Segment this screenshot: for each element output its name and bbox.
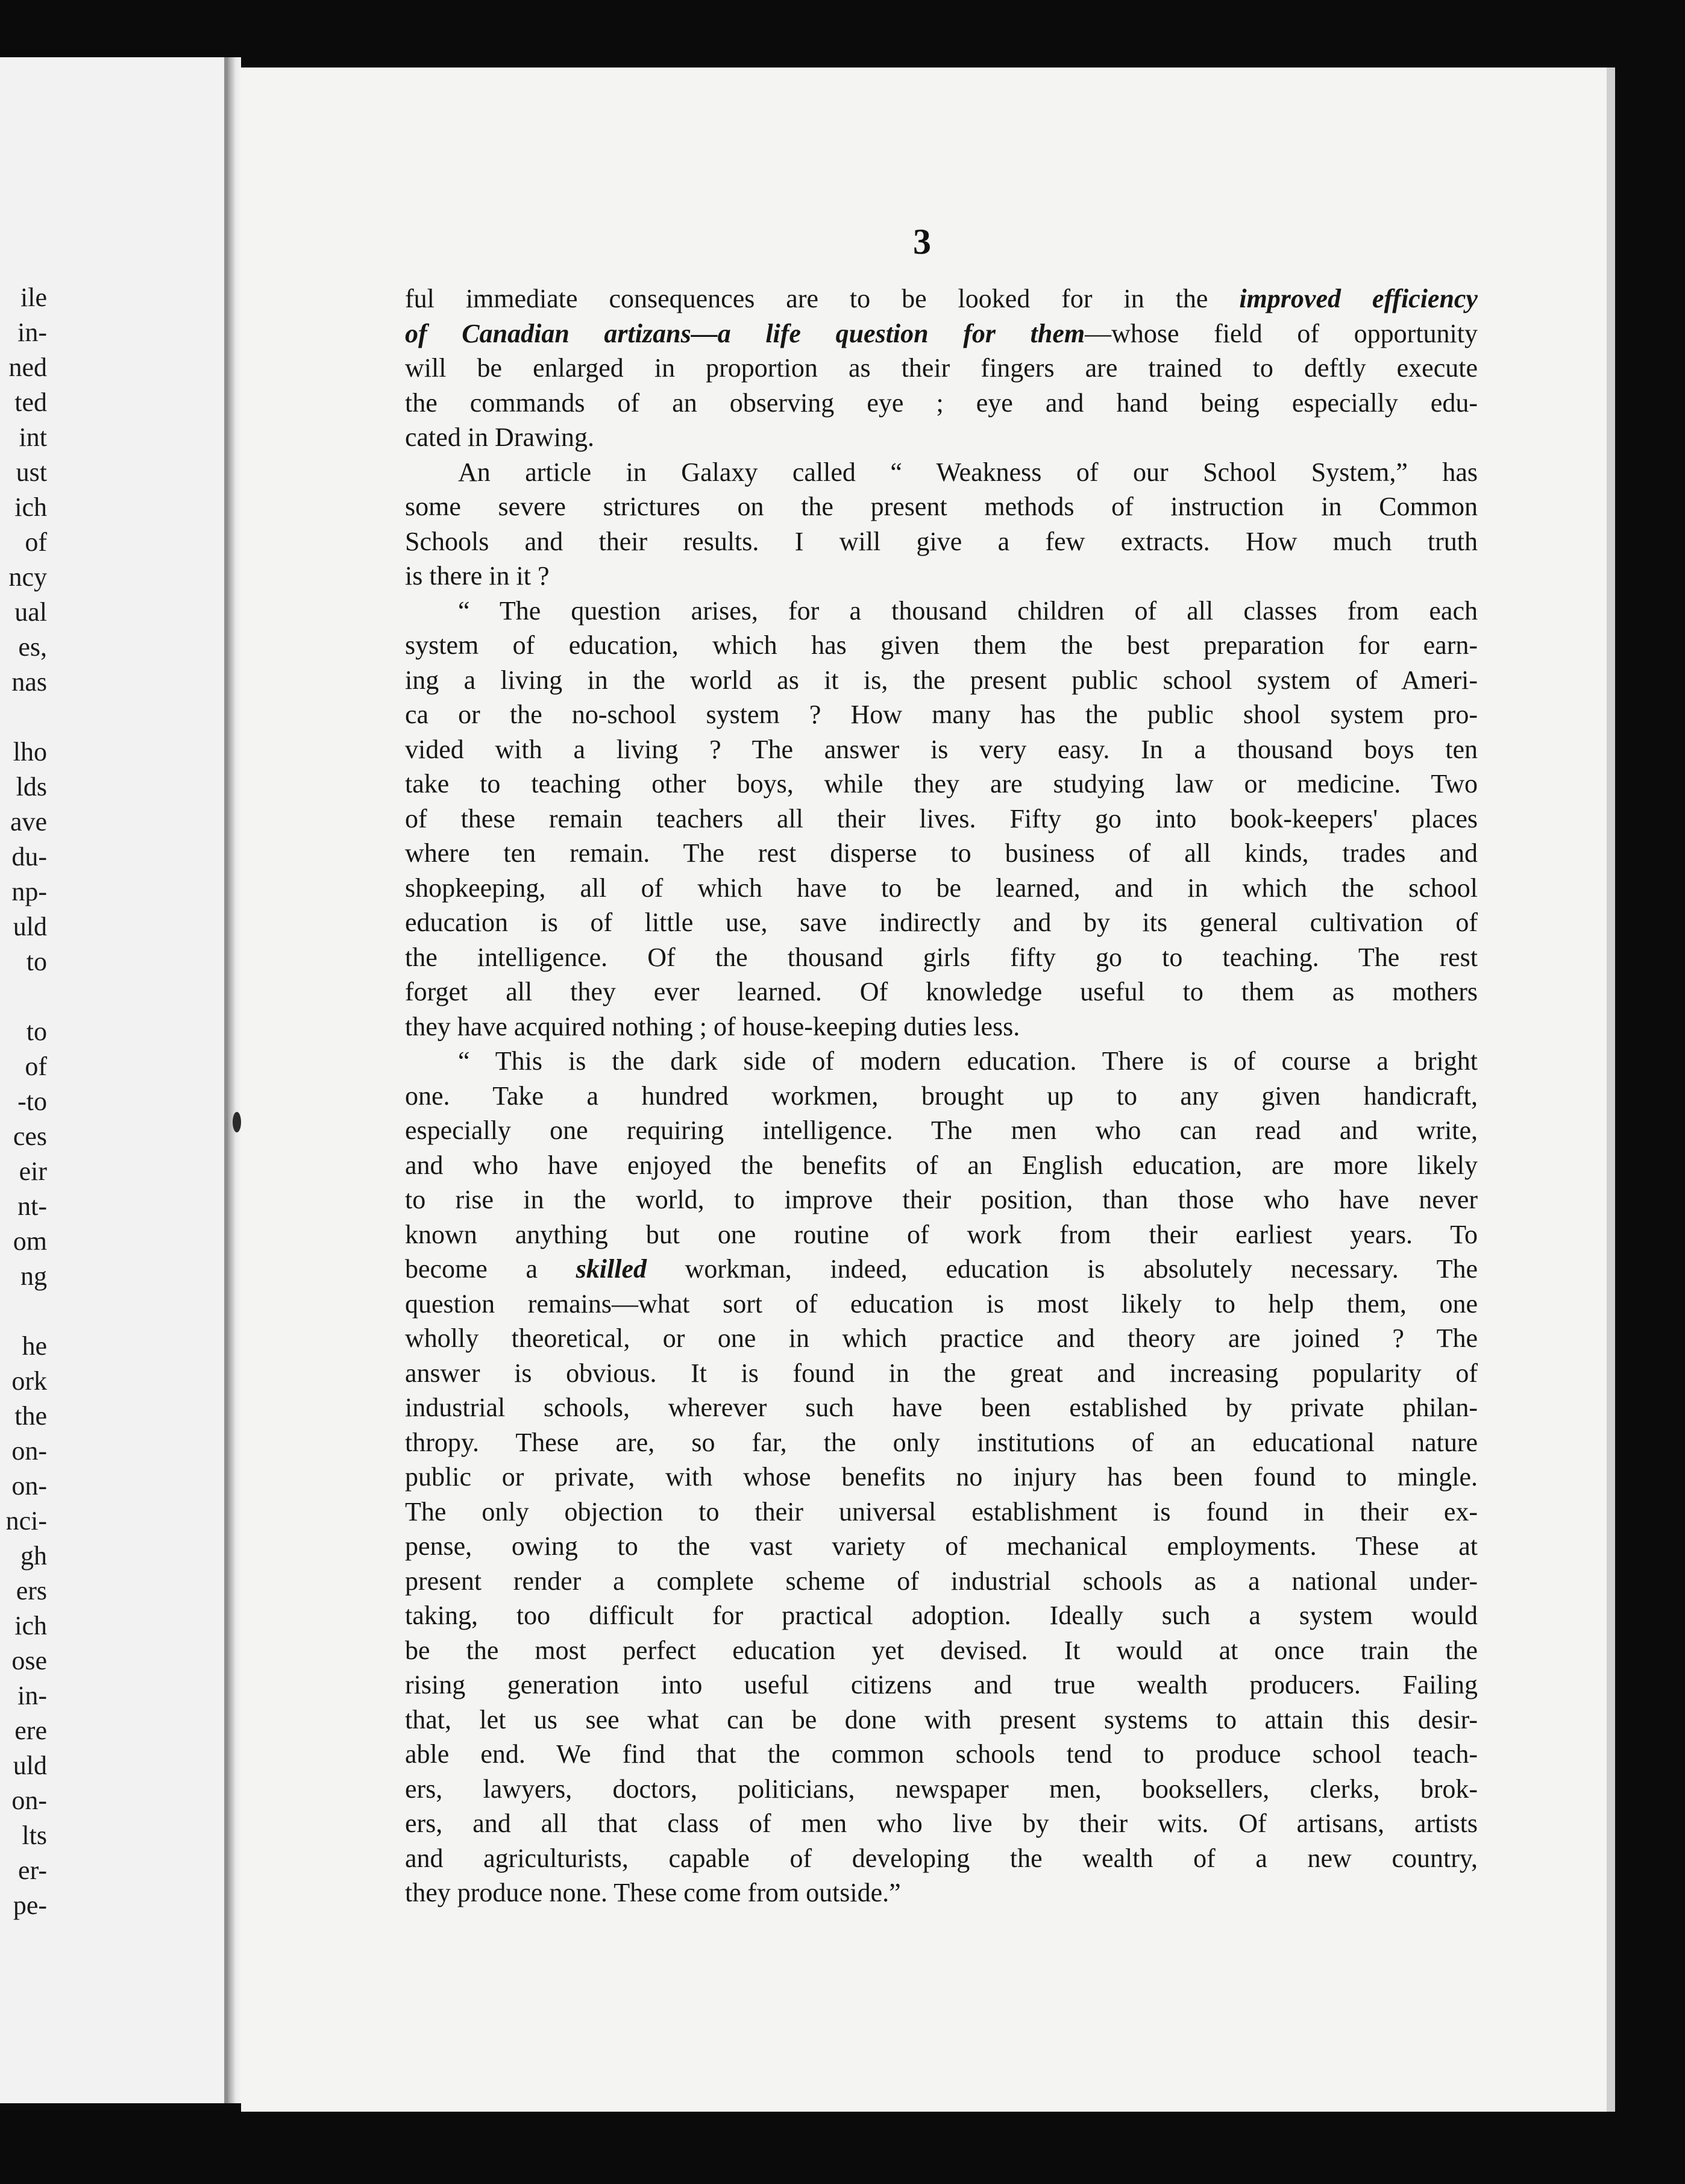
- page-number: 3: [913, 222, 931, 262]
- facing-page-fragment-line: the: [14, 1401, 47, 1431]
- text-line: they have acquired nothing ; of house-keeping duties less.: [405, 1011, 1020, 1041]
- text-line: the commands of an observing eye ; eye and hand being especially edu-: [405, 388, 1478, 418]
- text-line: to rise in the world, to improve their position, than those who have never: [405, 1185, 1478, 1214]
- paragraph-quote-question: [405, 594, 1478, 1044]
- text-line: forget all they ever learned. Of knowledge useful to them as mothers: [405, 977, 1478, 1006]
- text-line: pense, owing to the vast variety of mechanical employments. These at: [405, 1531, 1478, 1561]
- text-line: and who have enjoyed the benefits of an English education, are more likely: [405, 1150, 1478, 1180]
- italic-run: improved efficiency: [1239, 284, 1478, 313]
- facing-page-fragment-line: ere: [14, 1716, 47, 1745]
- facing-page-fragment-line: int: [19, 422, 47, 452]
- text-line: the intelligence. Of the thousand girls fifty go to teaching. The rest: [405, 942, 1478, 972]
- facing-page-fragment-line: to: [26, 947, 47, 976]
- facing-page-fragment-line: on-: [11, 1471, 47, 1501]
- facing-page-fragment-line: lds: [16, 772, 47, 802]
- text-line: present render a complete scheme of industrial schools as a national under-: [405, 1566, 1478, 1596]
- text-line: [405, 316, 1478, 351]
- facing-page-fragment-line: lho: [13, 737, 47, 767]
- text-run: workman, indeed, education is absolutely necessary. The: [646, 1254, 1478, 1284]
- text-run: become a: [405, 1254, 576, 1284]
- document-page: [241, 67, 1615, 2112]
- facing-page-fragment-line: ich: [14, 492, 47, 522]
- text-line: that, let us see what can be done with present systems to attain this desir-: [405, 1704, 1478, 1734]
- italic-run: skilled: [576, 1254, 647, 1284]
- facing-page-fragment-line: in-: [17, 318, 47, 347]
- text-line: taking, too difficult for practical adoption. Ideally such a system would: [405, 1601, 1478, 1630]
- paragraph-continuation: [405, 281, 1478, 455]
- facing-page-fragment-line: ng: [20, 1261, 47, 1291]
- text-line: rising generation into useful citizens and true wealth producers. Failing: [405, 1670, 1478, 1699]
- text-line: Schools and their results. I will give a few extracts. How much truth: [405, 526, 1478, 556]
- facing-page-fragment-line: uld: [13, 912, 47, 941]
- text-line: system of education, which has given them the best preparation for earn-: [405, 630, 1478, 660]
- page-edge: [1607, 67, 1615, 2112]
- text-line: “ This is the dark side of modern education. There is of course a bright: [458, 1046, 1478, 1076]
- binding-mark: [233, 1112, 241, 1132]
- facing-page-fragment-line: ual: [14, 597, 47, 627]
- facing-page-fragment-line: ich: [14, 1611, 47, 1640]
- text-line: The only objection to their universal establishment is found in their ex-: [405, 1496, 1478, 1527]
- text-line: ers, lawyers, doctors, politicians, newspaper men, booksellers, clerks, brok-: [405, 1774, 1478, 1804]
- facing-page-fragment-line: he: [22, 1331, 47, 1361]
- text-line: ers, and all that class of men who live by their wits. Of artisans, artists: [405, 1809, 1478, 1838]
- facing-page-fragment-line: ust: [16, 457, 47, 487]
- facing-page-fragment-line: nas: [11, 667, 47, 697]
- text-run: —whose field of opportunity: [1085, 318, 1478, 348]
- facing-page-fragment-line: ers: [16, 1576, 47, 1605]
- facing-page-fragment: [0, 57, 228, 2103]
- facing-page-fragment-line: eir: [19, 1156, 47, 1186]
- text-line: public or private, with whose benefits no injury has been found to mingle.: [405, 1462, 1478, 1492]
- text-line: is there in it ?: [405, 561, 550, 591]
- facing-page-fragment-line: of: [25, 527, 47, 557]
- text-line: some severe strictures on the present methods of instruction in Common: [405, 492, 1478, 521]
- text-line: one. Take a hundred workmen, brought up to any given handicraft,: [405, 1081, 1478, 1111]
- text-line: vided with a living ? The answer is very easy. In a thousand boys ten: [405, 734, 1478, 764]
- paragraph-galaxy-article: [405, 455, 1478, 594]
- facing-page-fragment-line: du-: [11, 842, 47, 871]
- text-line: [405, 281, 1478, 316]
- facing-page-fragment-line: ose: [11, 1646, 47, 1675]
- body-text: [405, 281, 1478, 1910]
- text-line: answer is obvious. It is found in the great and increasing popularity of: [405, 1358, 1478, 1388]
- facing-page-fragment-line: gh: [20, 1541, 47, 1571]
- text-line: ca or the no-school system ? How many has the public shool system pro-: [405, 700, 1478, 729]
- facing-page-fragment-line: ned: [8, 353, 47, 382]
- text-line: education is of little use, save indirectly and by its general cultivation of: [405, 908, 1478, 937]
- text-line: [405, 1252, 1478, 1287]
- text-line: industrial schools, wherever such have been established by private philan-: [405, 1393, 1478, 1422]
- facing-page-fragment-line: [0, 979, 47, 1014]
- text-line: will be enlarged in proportion as their fingers are trained to deftly execute: [405, 353, 1478, 383]
- facing-page-fragment-line: uld: [13, 1751, 47, 1780]
- text-line: shopkeeping, all of which have to be learned, and in which the school: [405, 873, 1478, 903]
- text-line: of these remain teachers all their lives. Fifty go into book-keepers' places: [405, 803, 1478, 833]
- facing-page-fragment-line: [0, 1294, 47, 1329]
- text-line: be the most perfect education yet devised. It would at once train the: [405, 1635, 1478, 1665]
- text-line: An article in Galaxy called “ Weakness of our School System,” has: [458, 457, 1478, 487]
- facing-page-fragment-line: nci-: [5, 1506, 47, 1536]
- facing-page-fragment-line: er-: [18, 1856, 47, 1885]
- facing-page-fragment-line: in-: [17, 1681, 47, 1710]
- text-line: thropy. These are, so far, the only institutions of an educational nature: [405, 1427, 1478, 1457]
- facing-page-fragment-line: to: [26, 1017, 47, 1046]
- text-line: “ The question arises, for a thousand children of all classes from each: [458, 595, 1478, 626]
- text-line: wholly theoretical, or one in which practice and theory are joined ? The: [405, 1323, 1478, 1353]
- page-gutter: [228, 57, 241, 2103]
- facing-page-fragment-line: ork: [11, 1366, 47, 1396]
- facing-page-fragment-line: ted: [14, 388, 47, 417]
- facing-page-fragment-line: pe-: [13, 1891, 47, 1920]
- text-line: and agriculturists, capable of developing the wealth of a new country,: [405, 1843, 1478, 1873]
- facing-page-fragment-line: ave: [10, 807, 47, 836]
- facing-page-fragment-line: es,: [18, 632, 47, 662]
- facing-page-fragment-line: ncy: [8, 562, 47, 592]
- facing-page-fragment-line: -to: [17, 1087, 47, 1116]
- facing-page-fragment-line: lts: [22, 1821, 47, 1850]
- facing-page-fragment-line: of: [25, 1052, 47, 1081]
- facing-page-fragment-line: np-: [11, 877, 47, 906]
- text-run: ful immediate consequences are to be looked for in the: [405, 284, 1240, 313]
- facing-page-fragment-line: om: [13, 1226, 47, 1256]
- facing-page-fragment-line: on-: [11, 1786, 47, 1815]
- facing-page-fragment-line: [0, 700, 47, 735]
- text-line: question remains—what sort of education is most likely to help them, one: [405, 1288, 1478, 1319]
- text-line: where ten remain. The rest disperse to business of all kinds, trades and: [405, 838, 1478, 868]
- facing-page-fragment-line: ile: [20, 283, 47, 312]
- text-line: especially one requiring intelligence. The men who can read and write,: [405, 1116, 1478, 1145]
- facing-page-fragment-line: nt-: [17, 1191, 47, 1221]
- text-line: they produce none. These come from outside.”: [405, 1878, 901, 1907]
- italic-run: of Canadian artizans—a life question for them: [405, 318, 1085, 348]
- text-line: cated in Drawing.: [405, 422, 594, 452]
- facing-page-fragment-line: ces: [13, 1122, 47, 1151]
- facing-page-line-ends: [0, 280, 47, 1923]
- text-line: known anything but one routine of work from their earliest years. To: [405, 1219, 1478, 1249]
- text-line: take to teaching other boys, while they are studying law or medicine. Two: [405, 769, 1478, 799]
- facing-page-fragment-line: on-: [11, 1436, 47, 1466]
- paragraph-quote-dark-side: [405, 1044, 1478, 1910]
- text-line: able end. We find that the common schools tend to produce school teach-: [405, 1739, 1478, 1769]
- text-line: ing a living in the world as it is, the present public school system of Ameri-: [405, 665, 1478, 695]
